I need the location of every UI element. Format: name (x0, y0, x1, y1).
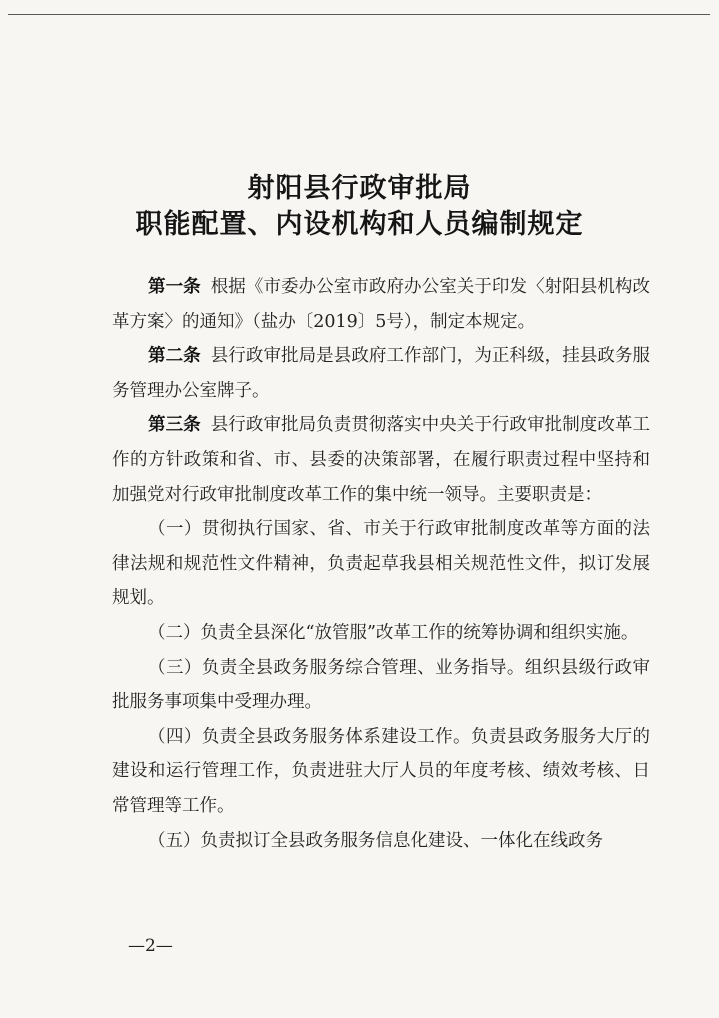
document-title-line1: 射阳县行政审批局 (247, 173, 472, 204)
article-3 (112, 408, 650, 512)
page-number: —2— (128, 936, 173, 956)
duty-item: （四）负责全县政务服务体系建设工作。负责县政务服务大厅的建设和运行管理工作，负责进驻大厅人员的年度考核、绩效考核、日常管理等工作。 (112, 726, 650, 816)
duty-item: （二）负责全县深化“放管服”改革工作的统筹协调和组织实施。 (148, 622, 639, 643)
article-1 (112, 270, 650, 339)
duty-item: （五）负责拟订全县政务服务信息化建设、一体化在线政务 (148, 830, 603, 851)
article-text: 县行政审批局负责贯彻落实中央关于行政审批制度改革工作的方针政策和省、市、县委的决策部署，在履行职责过程中坚持和加强党对行政审批制度改革工作的集中统一领导。主要职责是： (112, 415, 651, 505)
article-label: 第一条 (148, 277, 201, 297)
article-text: 根据《市委办公室市政府办公室关于印发〈射阳县机构改革方案〉的通知》（盐办〔2019〕5号），制定本规定。 (112, 277, 651, 332)
top-border-line (8, 14, 710, 15)
document-title-line2: 职能配置、内设机构和人员编制规定 (135, 209, 584, 240)
document-body (112, 270, 650, 858)
duty-item: （一）贯彻执行国家、省、市关于行政审批制度改革等方面的法律法规和规范性文件精神，负责起草我县相关规范性文件，拟订发展规划。 (112, 519, 650, 609)
article-text: 县行政审批局是县政府工作部门，为正科级，挂县政务服务管理办公室牌子。 (112, 346, 651, 401)
article-2 (112, 339, 650, 408)
article-label: 第二条 (148, 346, 201, 367)
duty-item: （三）负责全县政务服务综合管理、业务指导。组织县级行政审批服务事项集中受理办理。 (112, 657, 650, 713)
article-label: 第三条 (148, 415, 201, 436)
